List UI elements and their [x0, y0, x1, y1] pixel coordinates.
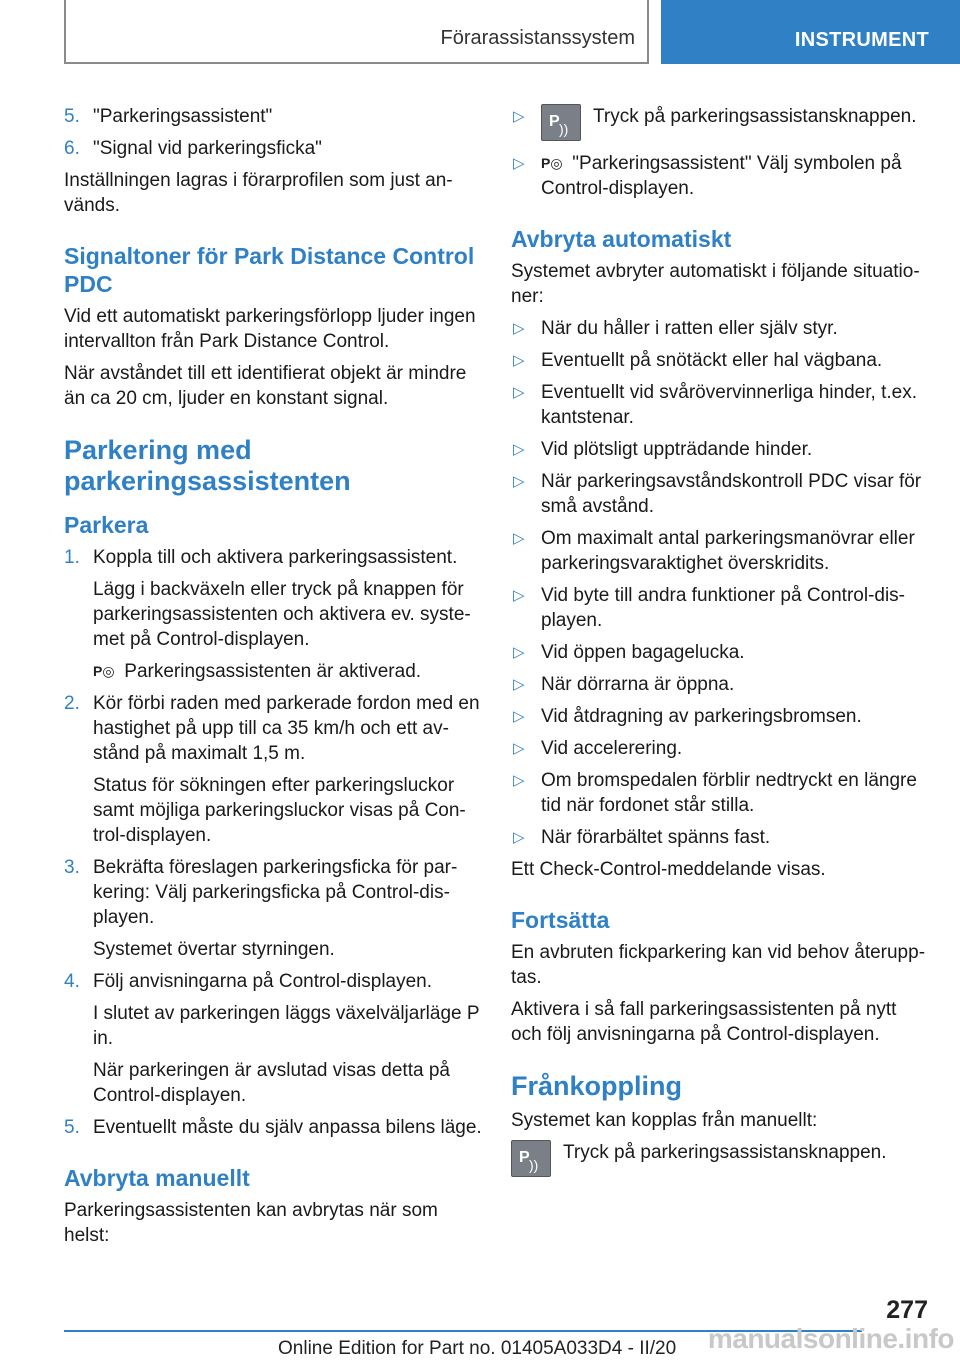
heading-signal-tones: Signaltoner för Park Distance Control PDC — [64, 243, 475, 297]
page-number: 277 — [886, 1296, 928, 1324]
list-item-text: När dörrarna är öppna. — [541, 674, 735, 695]
list-item — [511, 526, 929, 576]
step-text: Kör förbi raden med parkerade fordon med en hastighet på upp till ca 35 km/h och ett av-stånd på maximalt 1,5 m. — [93, 693, 480, 764]
list-item — [511, 640, 929, 665]
list-item-text: När du håller i ratten eller själv styr. — [541, 318, 838, 339]
list-item — [511, 672, 929, 697]
right-column — [511, 104, 929, 1177]
bullet-press-button — [511, 104, 929, 141]
heading-parkera: Parkera — [64, 512, 149, 538]
step-text: Parkeringsassistenten är aktiverad. — [124, 661, 422, 682]
item-number: 6. — [64, 138, 80, 159]
heading-switch-off: Frånkoppling — [511, 1071, 682, 1101]
step-5 — [64, 1115, 482, 1140]
item-text: "Parkeringsassistent" — [93, 106, 273, 127]
step-number: 2. — [64, 693, 80, 714]
list-item — [511, 768, 929, 818]
continue-paragraph-1: En avbruten fickparkering kan vid behov återupp-tas. — [511, 942, 926, 988]
parking-assistant-symbol-icon: P◎ — [541, 155, 563, 171]
step-text: När parkeringen är avslutad visas detta på Control-displayen. — [93, 1060, 450, 1106]
watermark-text: manualsonline.info — [707, 1323, 954, 1354]
bullet-triangle-icon: ▷ — [513, 473, 525, 490]
list-item-text: Vid plötsligt uppträdande hinder. — [541, 439, 813, 460]
cancel-auto-paragraph: Systemet avbryter automatiskt i följande situatio-ner: — [511, 261, 920, 307]
step-4 — [64, 969, 482, 1108]
list-item — [511, 704, 929, 729]
list-item-text: När parkeringsavståndskontroll PDC visar för små avstånd. — [541, 471, 922, 517]
list-item-text: Vid åtdragning av parkeringsbromsen. — [541, 706, 862, 727]
bullet-triangle-icon: ▷ — [513, 352, 525, 369]
switch-off-button-row — [511, 1140, 929, 1177]
left-column — [64, 104, 482, 1255]
list-item-text: Vid öppen bagagelucka. — [541, 642, 745, 663]
bullet-triangle-icon: ▷ — [513, 676, 525, 693]
continue-paragraph-2: Aktivera i så fall parkeringsassistenten på nytt och följ anvisningarna på Control-displayen. — [511, 999, 897, 1045]
header-chapter-box — [64, 0, 649, 64]
step-3 — [64, 855, 482, 962]
step-text: Systemet övertar styrningen. — [93, 939, 335, 960]
list-item-text: När förarbältet spänns fast. — [541, 827, 771, 848]
list-item-text: Vid byte till andra funktioner på Control-dis-playen. — [541, 585, 906, 631]
list-item-text: Eventuellt på snötäckt eller hal vägbana. — [541, 350, 883, 371]
bullet-triangle-icon: ▷ — [513, 587, 525, 604]
bullet-triangle-icon: ▷ — [513, 708, 525, 725]
list-item — [511, 380, 929, 430]
list-item-text: Om bromspedalen förblir nedtryckt en längre tid när fordonet står stilla. — [541, 770, 917, 816]
section-title: INSTRUMENT — [794, 29, 929, 51]
step-text: Lägg i backväxeln eller tryck på knappen för parkeringsassistenten och aktivera ev. syste-met på Control-displayen. — [93, 579, 471, 650]
list-item — [511, 437, 929, 462]
menu-item-6 — [64, 136, 482, 161]
signal-paragraph-1: Vid ett automatiskt parkeringsförlopp ljuder ingen intervallton från Park Distance Control. — [64, 306, 476, 352]
bullet-triangle-icon: ▷ — [513, 320, 525, 337]
bullet-text: Tryck på parkeringsassistansknappen. — [593, 106, 917, 127]
bullet-triangle-icon: ▷ — [513, 441, 525, 458]
bullet-select-symbol — [511, 151, 929, 201]
heading-cancel-manually: Avbryta manuellt — [64, 1165, 250, 1191]
step-number: 4. — [64, 971, 80, 992]
switch-off-button-text: Tryck på parkeringsassistansknappen. — [563, 1142, 887, 1163]
header-section-tab — [661, 0, 960, 64]
step-1 — [64, 545, 482, 684]
heading-parking-assistant: Parkering med parkeringsassistenten — [64, 435, 351, 496]
item-text: "Signal vid parkeringsficka" — [93, 138, 322, 159]
heading-cancel-automatically: Avbryta automatiskt — [511, 226, 732, 252]
bullet-triangle-icon: ▷ — [513, 740, 525, 757]
cancel-manually-paragraph: Parkeringsassistenten kan avbrytas när som helst: — [64, 1200, 438, 1246]
list-item-text: Eventuellt vid svårövervinnerliga hinder, t.ex. kantstenar. — [541, 382, 917, 428]
settings-saved-note: Inställningen lagras i förarprofilen som just an-vänds. — [64, 170, 453, 216]
bullet-triangle-icon: ▷ — [513, 530, 525, 547]
step-number: 3. — [64, 857, 80, 878]
list-item — [511, 583, 929, 633]
step-text: Bekräfta föreslagen parkeringsficka för par-kering: Välj parkeringsficka på Control-dis-playen. — [93, 857, 458, 928]
menu-item-5 — [64, 104, 482, 129]
heading-continue: Fortsätta — [511, 907, 610, 933]
step-text: I slutet av parkeringen läggs växelväljarläge P in. — [93, 1003, 480, 1049]
step-number: 1. — [64, 547, 80, 568]
list-item-text: Om maximalt antal parkeringsmanövrar eller parkeringsvaraktighet överskridits. — [541, 528, 915, 574]
parking-assistant-symbol-icon: P◎ — [93, 663, 115, 679]
list-item — [511, 348, 929, 373]
parking-assistant-button-icon: P )) — [511, 1140, 551, 1177]
bullet-triangle-icon: ▷ — [513, 644, 525, 661]
step-text: Följ anvisningarna på Control-displayen. — [93, 971, 433, 992]
edition-text: Online Edition for Part no. 01405A033D4 - II/20 — [278, 1338, 677, 1359]
step-2 — [64, 691, 482, 848]
step-number: 5. — [64, 1117, 80, 1138]
chapter-title: Förarassistanssystem — [440, 27, 635, 49]
step-text: Koppla till och aktivera parkeringsassistent. — [93, 547, 458, 568]
bullet-triangle-icon: ▷ — [513, 108, 525, 125]
step-text: Eventuellt måste du själv anpassa bilens läge. — [93, 1117, 482, 1138]
item-number: 5. — [64, 106, 80, 127]
auto-cancel-list — [511, 316, 929, 850]
list-item — [511, 469, 929, 519]
check-control-note: Ett Check-Control-meddelande visas. — [511, 859, 826, 880]
step-text: Status för sökningen efter parkeringsluckor samt möjliga parkeringsluckor visas på Con-trol-displayen. — [93, 775, 466, 846]
signal-paragraph-2: När avståndet till ett identifierat objekt är mindre än ca 20 cm, ljuder en konstant signal. — [64, 363, 467, 409]
list-item — [511, 736, 929, 761]
switch-off-paragraph: Systemet kan kopplas från manuellt: — [511, 1110, 818, 1131]
parking-assistant-button-icon: P )) — [541, 104, 581, 141]
bullet-triangle-icon: ▷ — [513, 772, 525, 789]
step-status-row — [93, 659, 482, 684]
bullet-triangle-icon: ▷ — [513, 155, 525, 172]
bullet-triangle-icon: ▷ — [513, 829, 525, 846]
list-item-text: Vid accelerering. — [541, 738, 683, 759]
bullet-text: "Parkeringsassistent" Välj symbolen på Control-displayen. — [541, 153, 902, 199]
bullet-triangle-icon: ▷ — [513, 384, 525, 401]
list-item — [511, 825, 929, 850]
list-item — [511, 316, 929, 341]
